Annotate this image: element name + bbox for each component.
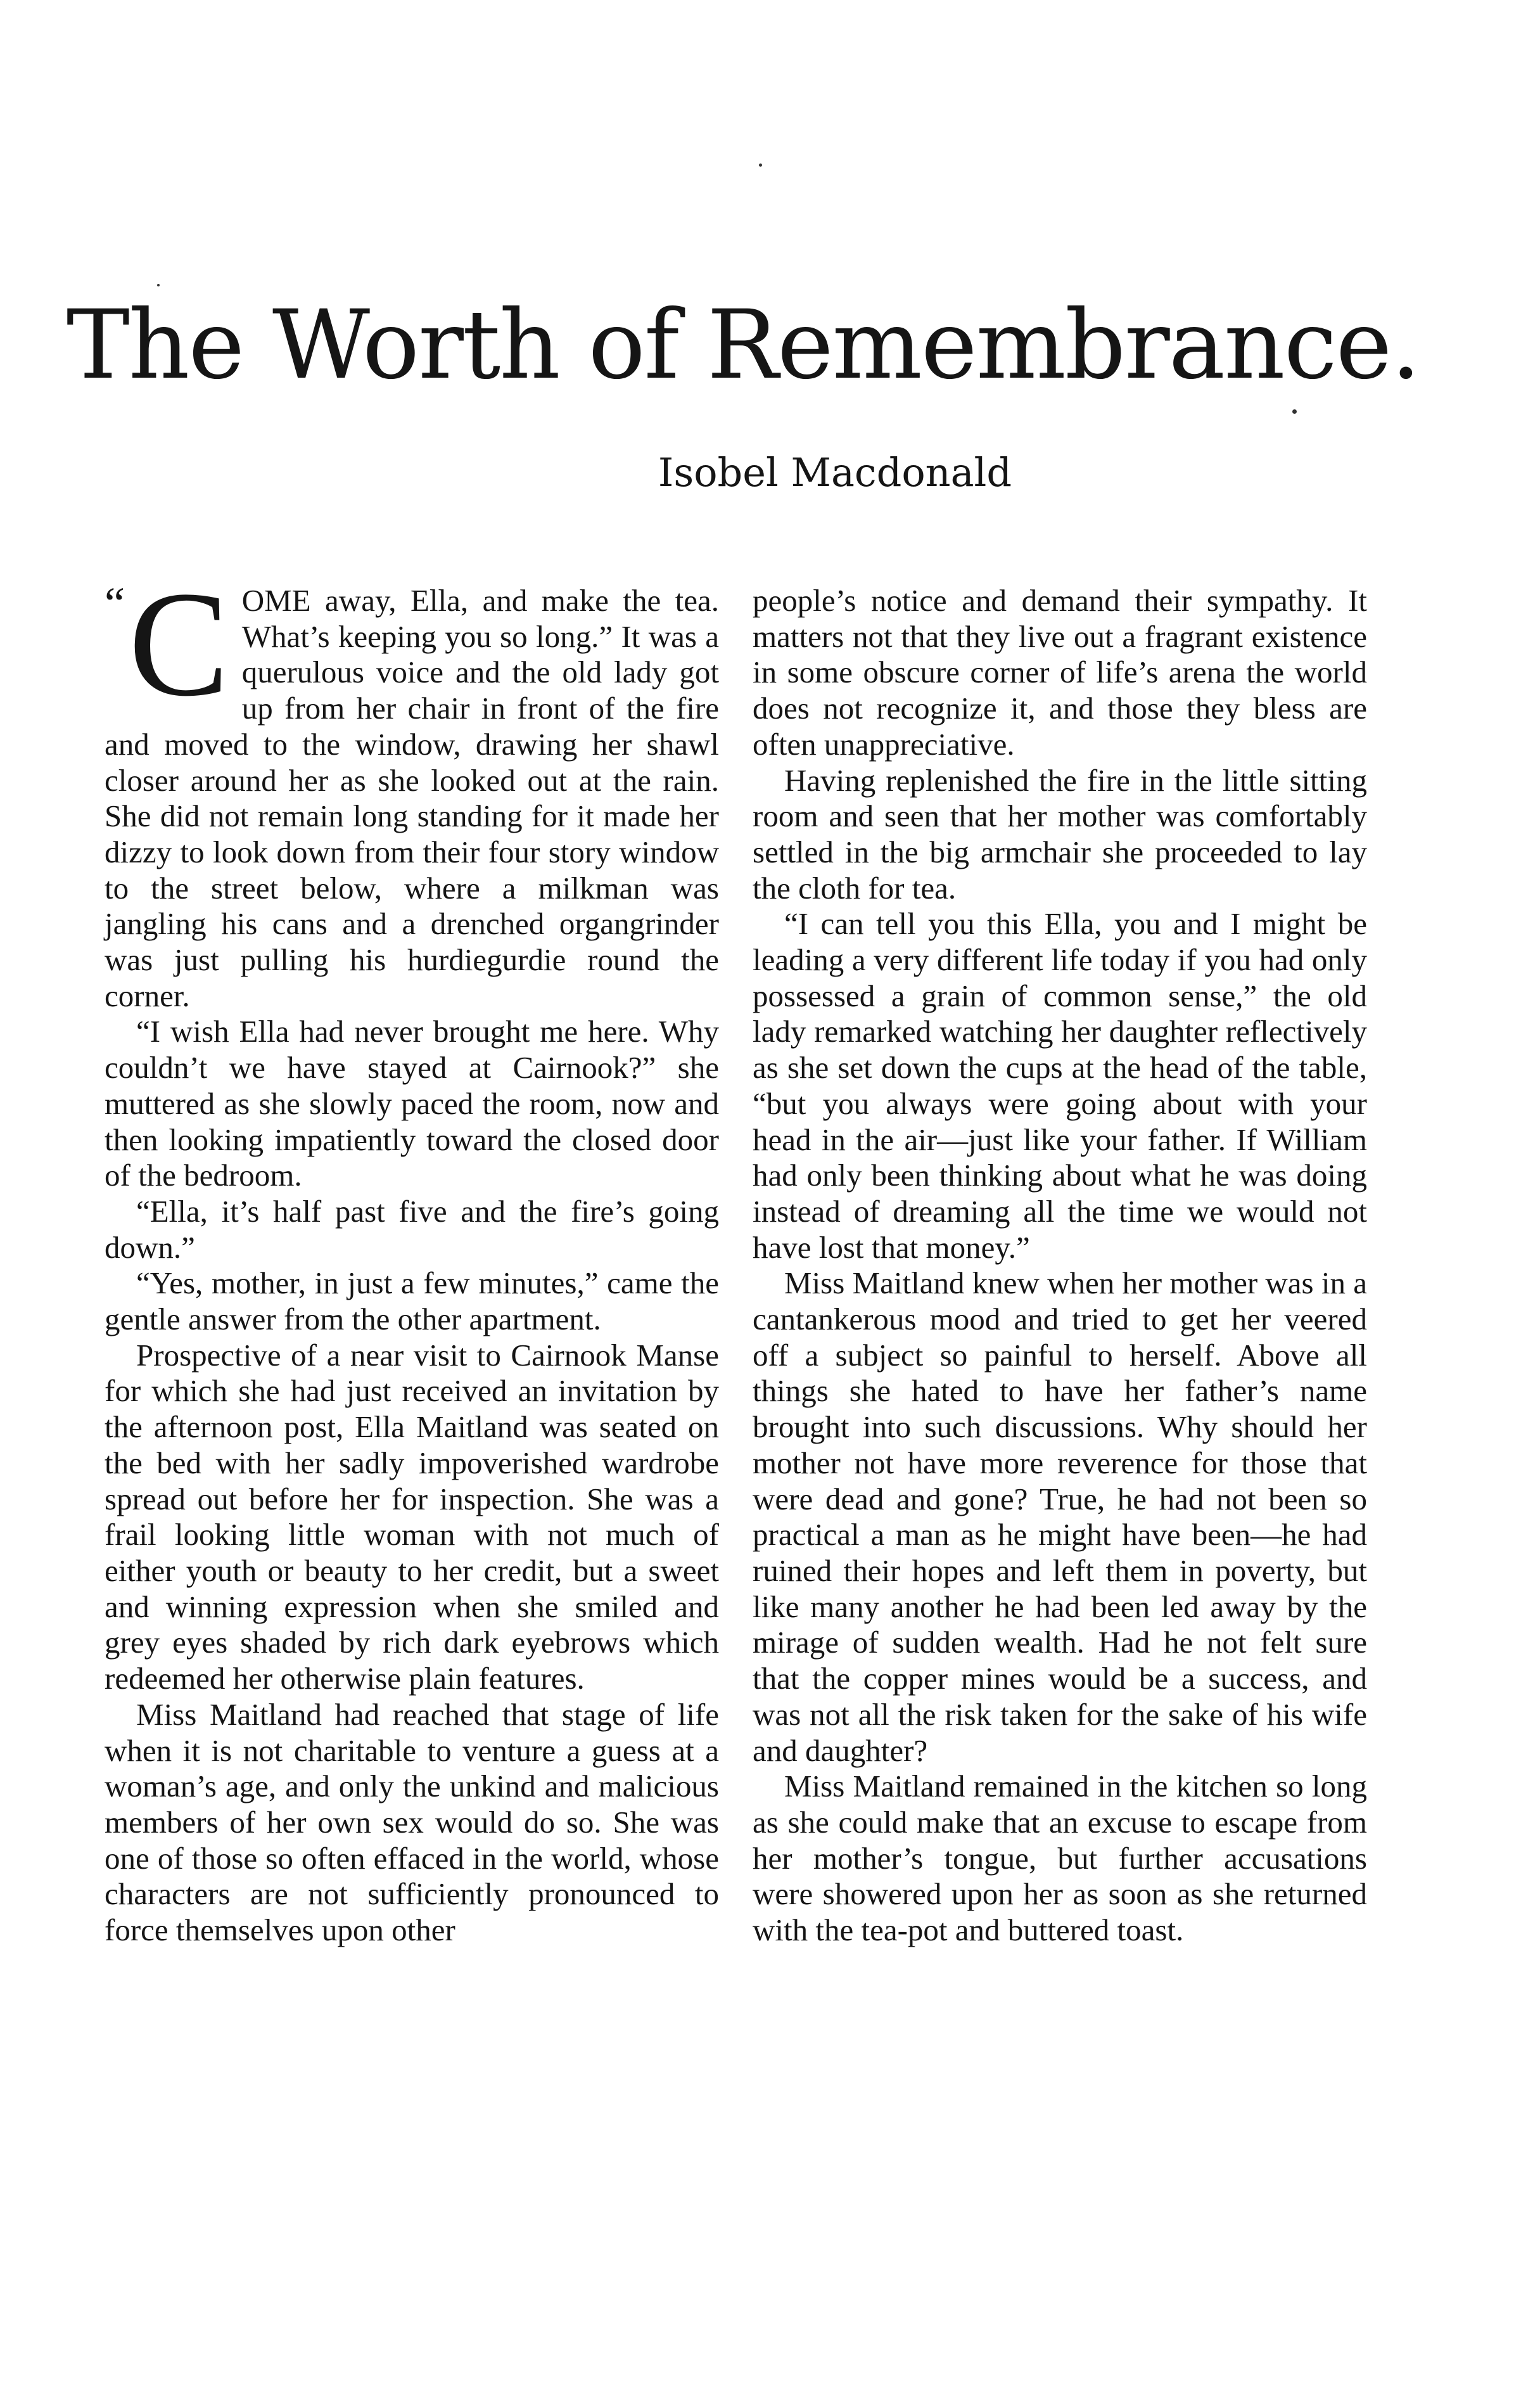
article-paragraph-3: “Ella, it’s half past five and the fire’s going down.” [105,1193,719,1265]
article-paragraph-6-start: Miss Maitland had reached that stage of life when it is not charitable to venture a guess at a woman’s age, and only the unkind and malicious members of her own sex would do so. She was one of those so often effaced in the world, whose characters are not sufficiently pronounced to force themselves upon other [105,1696,719,1948]
right-column [753,583,1367,1949]
article-author: Isobel Macdonald [658,449,1012,496]
article-paragraph-2: “I wish Ella had never brought me here. Why couldn’t we have stayed at Cairnook?” she muttered as she slowly paced the room, now and then looking impatiently toward the closed door of the bedroom. [105,1014,719,1193]
article-paragraph-5: Prospective of a near visit to Cairnook Manse for which she had just received an invitation by the afternoon post, Ella Maitland was seated on the bed with her sadly impoverished wardrobe spread out before her for inspection. She was a frail looking little woman with not much of either youth or beauty to her credit, but a sweet and winning expression when she smiled and grey eyes shaded by rich dark eyebrows which redeemed her otherwise plain features. [105,1337,719,1696]
article-paragraph-10: Miss Maitland remained in the kitchen so long as she could make that an excuse to escape from her mother’s tongue, but further accusations were showered upon her as soon as she returned with the tea-pot and buttered toast. [753,1769,1367,1948]
print-speck [1292,409,1297,414]
article-title: The Worth of Remembrance. [66,290,1420,400]
dropcap-quote: “ [105,578,125,629]
dropcap-letter: C [128,561,229,727]
article-paragraph-9: Miss Maitland knew when her mother was in a cantankerous mood and tried to get her veered off a subject so painful to herself. Above all things she hated to have her father’s name brought into such discussions. Why should her mother not have more reverence for those that were dead and gone? True, he had not been so practical a man as he might have been—he had ruined their hopes and left them in poverty, but like many another he had been led away by the mirage of sudden wealth. Had he not felt sure that the copper mines would be a success, and was not all the risk taken for the sake of his wife and daughter? [753,1265,1367,1768]
article-paragraph-1 [105,561,719,1014]
article-paragraph-4: “Yes, mother, in just a few minutes,” came the gentle answer from the other apartment. [105,1265,719,1337]
article-paragraph-8: “I can tell you this Ella, you and I might be leading a very different life today if you had only possessed a grain of common sense,” the old lady remarked watching her daughter reflectively as she set down the cups at the head of the table, “but you always were going about with your head in the air—just like your father. If William had only been thinking about what he was doing instead of dreaming all the time we would not have lost that money.” [753,906,1367,1265]
left-column [105,561,719,1949]
article-paragraph-7: Having replenished the fire in the little sitting room and seen that her mother was comfortably settled in the big armchair she proceeded to lay the cloth for tea. [753,762,1367,906]
print-speck [157,284,160,286]
article-paragraph-6-continued: people’s notice and demand their sympathy. It matters not that they live out a fragrant existence in some obscure corner of life’s arena the world does not recognize it, and those they bless are often unappreciative. [753,583,1367,762]
print-speck [759,163,762,167]
paragraph-text: OME away, Ella, and make the tea. What’s keeping you so long.” It was a querulous voice and the old lady got up from her chair in front of the fire and moved to the window, drawing her shawl closer around her as she looked out at the rain. She did not remain long standing for it made her dizzy to look down from their four story window to the street below, where a milkman was jangling his cans and a drenched organgrinder was just pulling his hurdiegurdie round the corner. [105,583,719,1013]
